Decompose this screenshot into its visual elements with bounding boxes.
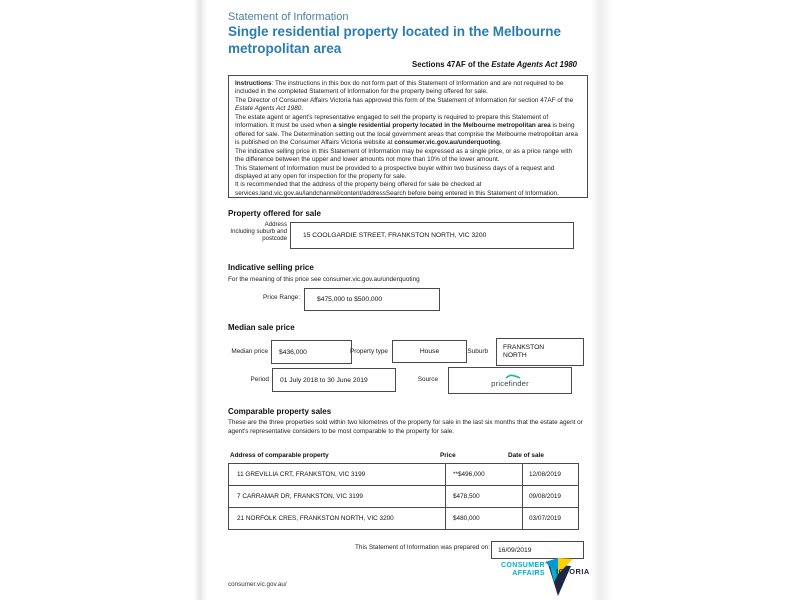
- property-type-field: [392, 340, 467, 363]
- consumer-affairs-victoria-logo: [485, 557, 595, 599]
- instructions-label: Instructions: [235, 80, 272, 87]
- suburb-value: FRANKSTON NORTH: [503, 344, 545, 359]
- instructions-paragraph: [235, 97, 581, 114]
- instructions-box: [228, 75, 588, 198]
- comparable-sales-table: [228, 463, 579, 530]
- period-field: [272, 368, 396, 392]
- source-label: Source: [417, 376, 438, 383]
- property-type-label: Property type: [349, 348, 388, 355]
- footer-url: consumer.vic.gov.au/: [228, 581, 287, 588]
- period-value: 01 July 2018 to 30 June 2019: [280, 376, 368, 384]
- period-label: Period: [250, 376, 269, 383]
- section-heading-comparable-sales: Comparable property sales: [228, 407, 332, 416]
- act-reference-act-title: Estate Agents Act 1980: [491, 60, 577, 69]
- instructions-paragraph: The indicative selling price in this Statement of Information may be expressed as a single price, or as a price range with the difference between the upper and lower amounts not more than 10% of the lower amount.: [235, 147, 573, 164]
- table-row: [229, 486, 579, 508]
- property-type-value: House: [419, 348, 440, 355]
- source-field: [448, 367, 572, 394]
- consumer-wordmark-line: CONSUMER: [500, 562, 545, 569]
- instructions-paragraph: This Statement of Information must be provided to a prospective buyer within two business days of a request and displayed at any open for inspection for the property for sale.: [235, 164, 555, 180]
- indicative-price-note: For the meaning of this price see consumer.vic.gov.au/underquoting: [228, 276, 420, 283]
- address-field: [290, 222, 574, 249]
- comparable-date: 09/08/2019: [523, 486, 579, 508]
- underquoting-url: consumer.vic.gov.au/underquoting: [394, 139, 500, 147]
- column-header-price: Price: [440, 452, 456, 459]
- instructions-emphasis: a single residential property located in the Melbourne metropolitan area: [333, 122, 551, 130]
- address-value: 15 COOLGARDIE STREET, FRANKSTON NORTH, VIC 3200: [303, 232, 487, 239]
- column-header-address: Address of comparable property: [230, 452, 329, 459]
- document-kicker: Statement of Information: [228, 11, 349, 23]
- pricefinder-logo: [491, 374, 529, 388]
- section-heading-property: Property offered for sale: [228, 209, 321, 218]
- table-row: [229, 508, 579, 530]
- paper-edge-left: [194, 0, 207, 600]
- instructions-text: : The instructions in this box do not form part of this Statement of Information and are not required to be included in the completed Statement of Information for the property being offered for sale.: [235, 80, 564, 96]
- victoria-wordmark: ICTORIA: [556, 567, 590, 576]
- comparable-address: 21 NORFOLK CRES, FRANKSTON NORTH, VIC 3200: [229, 508, 446, 530]
- comparable-date: 03/07/2019: [523, 508, 579, 530]
- comparable-sales-description: These are the three properties sold within two kilometres of the property for sale in the last six months that the estate agent or agent's representative considers to be most comparable to the property for sale.: [228, 419, 583, 435]
- pricefinder-swoosh-icon: [505, 374, 521, 379]
- victoria-triangle-icon: [544, 557, 574, 597]
- suburb-label: Suburb: [467, 348, 488, 355]
- comparable-address: 11 GREVILLIA CRT, FRANKSTON, VIC 3199: [229, 464, 446, 486]
- consumer-affairs-wordmark: [485, 562, 545, 578]
- median-price-label: Median price: [231, 348, 268, 355]
- price-range-value: $475,000 to $500,000: [317, 296, 383, 303]
- instructions-text: .: [301, 105, 304, 113]
- act-reference-prefix: Sections 47AF of the: [412, 60, 492, 69]
- instructions-text: The estate agent or agent's representative engaged to sell the property is required to prepare this Statement of Information. It must be used when: [235, 113, 549, 130]
- comparable-price: $480,000: [446, 508, 523, 530]
- instructions-text: .: [499, 139, 502, 147]
- suburb-field: [496, 338, 584, 366]
- instructions-paragraph: [235, 114, 581, 148]
- paper-edge-right: [591, 0, 613, 600]
- affairs-wordmark-line: AFFAIRS: [512, 569, 545, 577]
- page-title: Single residential property located in the Melbourne metropolitan area: [228, 24, 562, 56]
- address-label-line: Address: [264, 221, 287, 228]
- median-price-value: $436,000: [279, 348, 307, 356]
- table-row: [229, 464, 579, 486]
- section-heading-median-price: Median sale price: [228, 323, 295, 332]
- address-label: [225, 221, 287, 243]
- address-label-line: postcode: [262, 235, 287, 243]
- comparable-price: $478,500: [446, 486, 523, 508]
- instructions-paragraph: [235, 80, 581, 97]
- act-title-italic: Estate Agents Act 1980: [235, 105, 302, 113]
- comparable-address: 7 CARRAMAR DR, FRANKSTON, VIC 3199: [229, 486, 446, 508]
- instructions-text: is being offered for sale. The Determination setting out the local government areas that comprise the Melbourne metropolitan area is published on the Consumer Affairs Victoria website at: [235, 122, 578, 147]
- pricefinder-wordmark: pricefinder: [491, 378, 529, 388]
- column-header-date: Date of sale: [508, 452, 544, 459]
- section-heading-indicative-price: Indicative selling price: [228, 263, 314, 272]
- comparable-date: 12/08/2019: [523, 464, 579, 486]
- comparable-price: **$496,000: [446, 464, 523, 486]
- price-range-field: [304, 288, 440, 311]
- prepared-on-date: 16/09/2019: [498, 546, 532, 554]
- median-price-field: [271, 340, 352, 364]
- prepared-on-label: This Statement of Information was prepared on:: [355, 544, 490, 551]
- price-range-label: Price Range:: [263, 294, 300, 301]
- address-label-line: Including suburb and: [230, 228, 287, 236]
- instructions-text: The Director of Consumer Affairs Victoria has approved this form of the Statement of Information for section 47AF of the: [235, 96, 574, 104]
- act-reference: [228, 60, 577, 69]
- instructions-paragraph: It is recommended that the address of the property being offered for sale be checked at services.land.vic.gov.au/landchannel/content/addressSearch before being entered in this Statement of Information.: [235, 181, 559, 197]
